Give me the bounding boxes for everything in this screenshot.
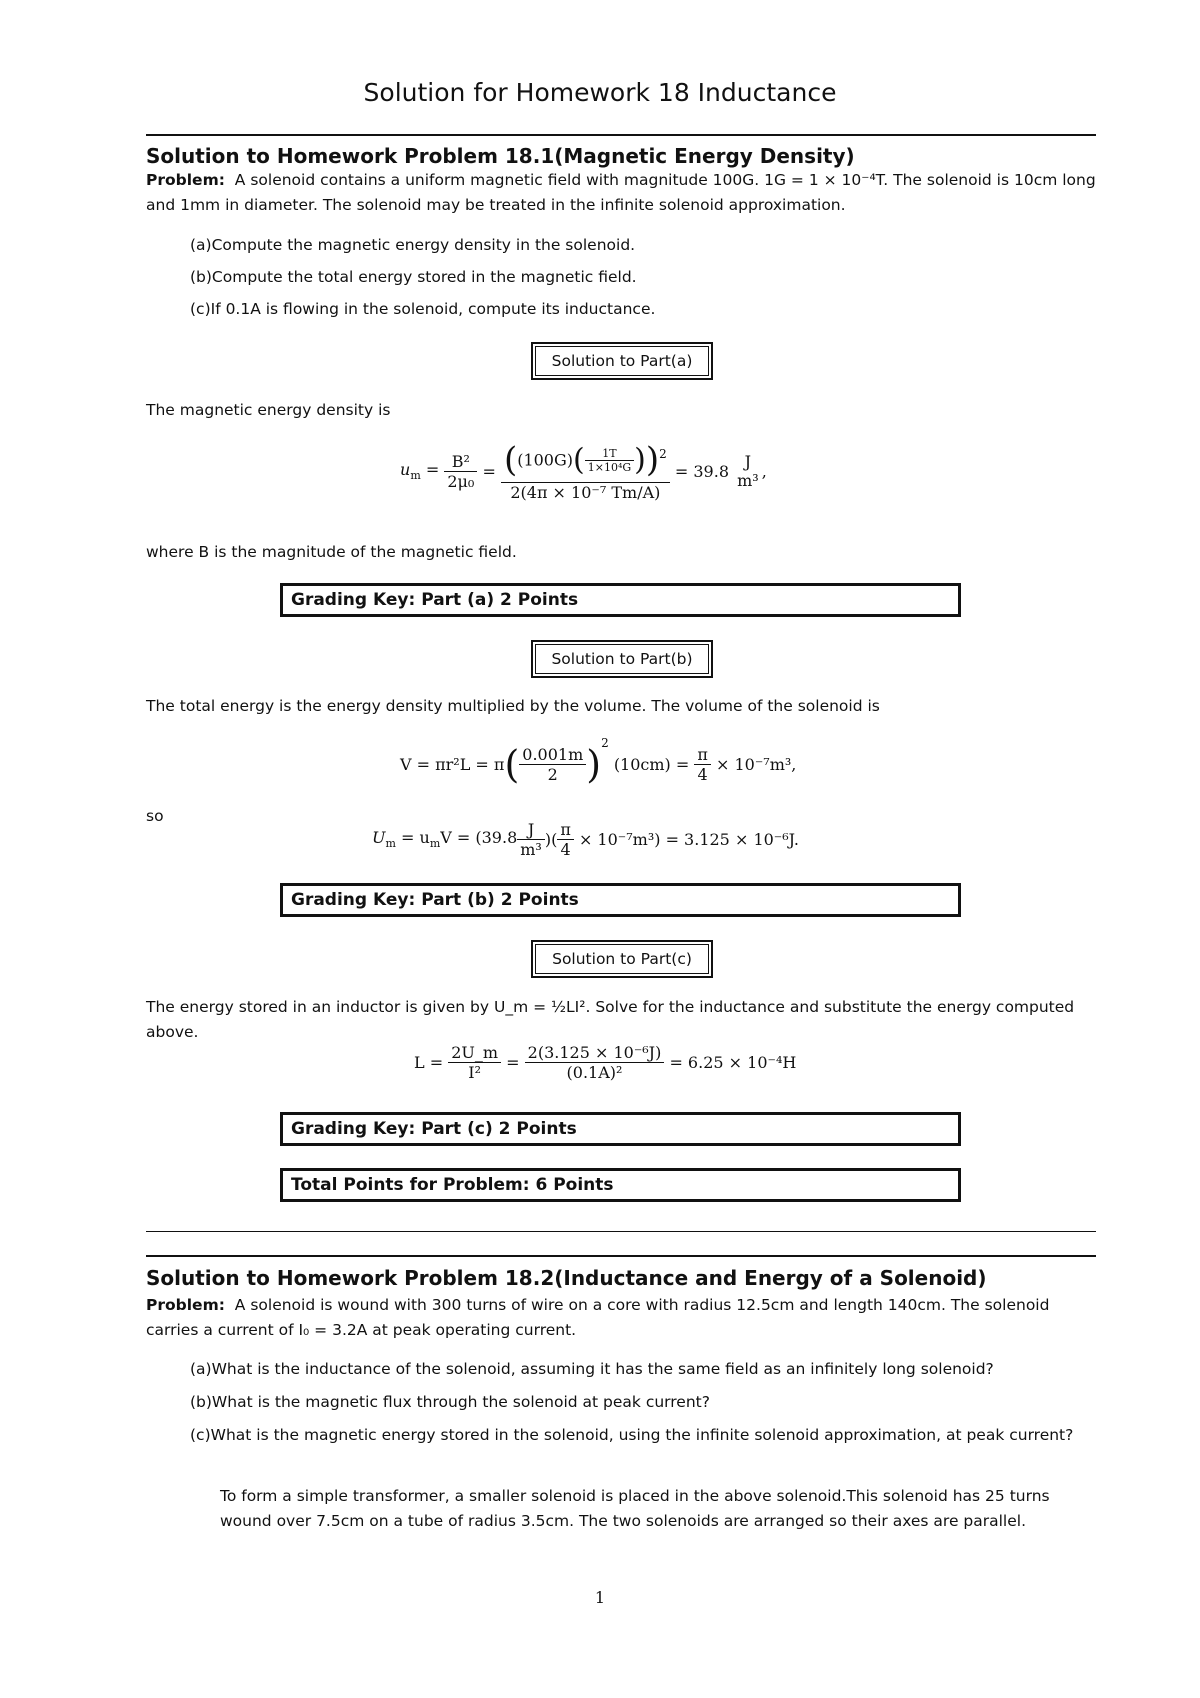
problem-2-statement <box>146 1293 1096 1343</box>
problem-2-part-a: (a)What is the inductance of the solenoid, assuming it has the same field as an infinitely long solenoid? <box>190 1360 994 1378</box>
divider <box>146 134 1096 136</box>
total-points-box: Total Points for Problem: 6 Points <box>280 1168 961 1202</box>
problem-1-heading: Solution to Homework Problem 18.1(Magnetic Energy Density) <box>146 144 855 168</box>
page-number: 1 <box>594 1588 606 1607</box>
divider <box>146 1231 1096 1232</box>
problem-label: Problem: <box>146 1296 225 1314</box>
problem-label: Problem: <box>146 171 225 189</box>
problem-1-statement <box>146 168 1096 218</box>
equation-total-energy: $U_m = u_mV = (39.8$ $\frac{J}{\text{m³}}$ )( $\frac{\pi}{4}$ × 10⁻⁷m³) = 3.125 × 10⁻⁶J. <box>372 820 799 859</box>
part-a-intro: The magnetic energy density is <box>146 401 391 419</box>
grading-key-c: Grading Key: Part (c) 2 Points <box>280 1112 961 1146</box>
solution-part-c-box: Solution to Part(c) <box>531 940 713 978</box>
problem-1-part-a: (a)Compute the magnetic energy density in the solenoid. <box>190 236 636 254</box>
divider <box>146 1255 1096 1257</box>
problem-2-part-b: (b)What is the magnetic flux through the solenoid at peak current? <box>190 1393 710 1411</box>
so-label: so <box>146 807 164 825</box>
problem-1-part-b: (b)Compute the total energy stored in the magnetic field. <box>190 268 637 286</box>
problem-1-part-c: (c)If 0.1A is flowing in the solenoid, compute its inductance. <box>190 300 656 318</box>
part-c-intro: The energy stored in an inductor is given by U_m = ½LI². Solve for the inductance and substitute the energy computed above. <box>146 998 1075 1041</box>
part-a-after: where B is the magnitude of the magnetic field. <box>146 543 517 561</box>
problem-2-heading: Solution to Homework Problem 18.2(Inductance and Energy of a Solenoid) <box>146 1266 987 1290</box>
problem-2-part-c: (c)What is the magnetic energy stored in the solenoid, using the infinite solenoid approximation, at peak current? <box>190 1426 1074 1444</box>
grading-key-b: Grading Key: Part (b) 2 Points <box>280 883 961 917</box>
equation-energy-density: $u_m$ = $\frac{\text{B²}}{\text{2μ₀}}$ = ((100G)( $\frac{1T}{\text{1×10⁴G}}$ ))$^2$ 2(4π × 10⁻⁷ Tm/A) = 39.8 J m³ , <box>400 440 767 502</box>
equation-inductance: L = $\frac{2U\_m}{\text{I²}}$ = $\frac{\text{2(3.125 × 10⁻⁶J)}}{\text{(0.1A)²}}$ = 6.25 × 10⁻⁴H <box>414 1043 797 1082</box>
problem-1-text: A solenoid contains a uniform magnetic field with magnitude 100G. 1G = 1 × 10⁻⁴T. The solenoid is 10cm long and 1mm in diameter. The solenoid may be treated in the infinite solenoid approximation. <box>146 171 1096 214</box>
page-title: Solution for Homework 18 Inductance <box>363 78 837 107</box>
grading-key-a: Grading Key: Part (a) 2 Points <box>280 583 961 617</box>
part-b-intro: The total energy is the energy density multiplied by the volume. The volume of the solenoid is <box>146 697 880 715</box>
problem-2-transformer-text: To form a simple transformer, a smaller solenoid is placed in the above solenoid.This solenoid has 25 turns wound over 7.5cm on a tube of radius 3.5cm. The two solenoids are arranged so their axes are parallel. <box>220 1487 1050 1530</box>
solution-part-a-box: Solution to Part(a) <box>531 342 713 380</box>
solution-part-b-box: Solution to Part(b) <box>531 640 713 678</box>
equation-volume: V = πr²L = π( $\frac{0.001m}{2}$ )$^2$ (10cm) = $\frac{\pi}{4}$ × 10⁻⁷m³, <box>400 736 797 787</box>
problem-2-text: A solenoid is wound with 300 turns of wire on a core with radius 12.5cm and length 140cm. The solenoid carries a current of I₀ = 3.2A at peak operating current. <box>146 1296 1050 1339</box>
